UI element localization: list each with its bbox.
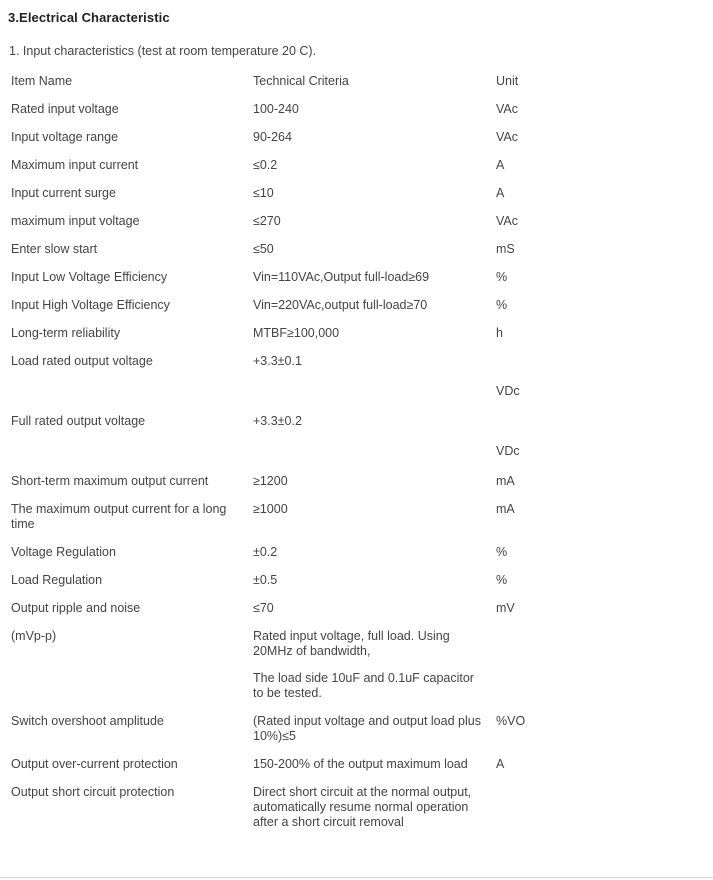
criteria-text: ≤70	[253, 601, 274, 615]
unit-cell: VAc	[496, 214, 518, 228]
criteria-text: ≤0.2	[253, 158, 278, 172]
technical-criteria-cell	[246, 622, 489, 707]
header-item-name: Item Name	[11, 74, 73, 88]
table-body	[4, 95, 536, 836]
criteria-text: 90-264	[253, 130, 292, 144]
table-row	[4, 235, 536, 263]
section-subtitle: 1. Input characteristics (test at room temperature 20 C).	[9, 44, 317, 58]
table-row	[4, 594, 536, 622]
unit-cell: mA	[496, 474, 515, 488]
criteria-text: ≥1000	[253, 502, 288, 516]
item-name-cell: Switch overshoot amplitude	[11, 714, 164, 728]
unit-cell: %	[496, 298, 508, 312]
technical-criteria-cell	[246, 95, 489, 123]
criteria-text: ±0.2	[253, 545, 278, 559]
technical-criteria-cell	[246, 538, 489, 566]
criteria-text: MTBF≥100,000	[253, 326, 340, 340]
unit-cell: mA	[496, 502, 515, 516]
header-unit: Unit	[496, 74, 519, 88]
technical-criteria-cell	[246, 778, 489, 836]
technical-criteria-cell	[246, 495, 489, 538]
table-row	[4, 622, 536, 707]
header-technical-criteria: Technical Criteria	[253, 74, 349, 88]
electrical-characteristics-table	[4, 67, 536, 836]
item-name-cell: Full rated output voltage	[11, 414, 146, 428]
criteria-text: ±0.5	[253, 573, 278, 587]
unit-cell: VAc	[496, 130, 518, 144]
technical-criteria-cell	[246, 407, 489, 435]
table-row	[4, 291, 536, 319]
item-name-cell: Load Regulation	[11, 573, 103, 587]
table-row	[4, 566, 536, 594]
unit-cell: %	[496, 270, 508, 284]
bottom-divider	[0, 877, 713, 878]
table-row	[4, 467, 536, 495]
technical-criteria-cell	[246, 435, 489, 467]
unit-cell	[489, 347, 536, 375]
unit-cell: A	[496, 158, 505, 172]
item-name-cell: Rated input voltage	[11, 102, 119, 116]
item-name-cell: Input current surge	[11, 186, 116, 200]
technical-criteria-cell	[246, 467, 489, 495]
technical-criteria-cell	[246, 151, 489, 179]
table-row	[4, 207, 536, 235]
item-name-cell: Long-term reliability	[11, 326, 121, 340]
technical-criteria-cell	[246, 291, 489, 319]
item-name-cell: Load rated output voltage	[11, 354, 153, 368]
unit-cell: VDc	[496, 384, 520, 398]
table-row	[4, 123, 536, 151]
unit-cell	[489, 622, 536, 707]
criteria-text: The load side 10uF and 0.1uF capacitor to be tested.	[253, 671, 474, 700]
item-name-cell: Voltage Regulation	[11, 545, 116, 559]
criteria-text: 100-240	[253, 102, 299, 116]
item-name-cell: Output ripple and noise	[11, 601, 141, 615]
criteria-text: Vin=220VAc,output full-load≥70	[253, 298, 428, 312]
item-name-cell: Input Low Voltage Efficiency	[11, 270, 168, 284]
item-name-cell: (mVp-p)	[11, 629, 57, 643]
criteria-text: ≤10	[253, 186, 274, 200]
unit-cell	[489, 407, 536, 435]
unit-cell: VDc	[496, 444, 520, 458]
unit-cell: A	[496, 757, 505, 771]
table-row	[4, 319, 536, 347]
item-name-cell: Output short circuit protection	[11, 785, 175, 799]
criteria-text: ≥1200	[253, 474, 288, 488]
technical-criteria-cell	[246, 707, 489, 750]
technical-criteria-cell	[246, 263, 489, 291]
item-name-cell: Maximum input current	[11, 158, 139, 172]
technical-criteria-cell	[246, 123, 489, 151]
criteria-text: Direct short circuit at the normal output, automatically resume normal operation after a short circuit removal	[253, 785, 472, 829]
table-row	[4, 95, 536, 123]
item-name-cell: Enter slow start	[11, 242, 98, 256]
item-name-cell	[4, 375, 246, 407]
item-name-cell: Output over-current protection	[11, 757, 178, 771]
criteria-text: Rated input voltage, full load. Using 20MHz of bandwidth,	[253, 629, 450, 658]
table-row	[4, 435, 536, 467]
unit-cell: VAc	[496, 102, 518, 116]
item-name-cell	[4, 435, 246, 467]
table-row	[4, 538, 536, 566]
table-row	[4, 707, 536, 750]
table-row	[4, 375, 536, 407]
unit-cell: mS	[496, 242, 515, 256]
table-row	[4, 495, 536, 538]
technical-criteria-cell	[246, 179, 489, 207]
technical-criteria-cell	[246, 235, 489, 263]
criteria-text: 150-200% of the output maximum load	[253, 757, 468, 771]
technical-criteria-cell	[246, 594, 489, 622]
unit-cell: %VO	[496, 714, 526, 728]
item-name-cell: maximum input voltage	[11, 214, 140, 228]
technical-criteria-cell	[246, 207, 489, 235]
unit-cell: %	[496, 545, 508, 559]
criteria-text: ≤270	[253, 214, 281, 228]
criteria-text: +3.3±0.2	[253, 414, 302, 428]
table-header-row	[4, 67, 536, 95]
unit-cell: mV	[496, 601, 515, 615]
criteria-text: Vin=110VAc,Output full-load≥69	[253, 270, 430, 284]
unit-cell: h	[496, 326, 503, 340]
criteria-text: (Rated input voltage and output load plus 10%)≤5	[253, 714, 481, 743]
table-row	[4, 179, 536, 207]
section-title: 3.Electrical Characteristic	[8, 10, 170, 25]
item-name-cell: Input voltage range	[11, 130, 119, 144]
unit-cell: A	[496, 186, 505, 200]
technical-criteria-cell	[246, 347, 489, 375]
item-name-cell: The maximum output current for a long time	[11, 502, 227, 531]
technical-criteria-cell	[246, 319, 489, 347]
unit-cell: %	[496, 573, 508, 587]
table-row	[4, 151, 536, 179]
technical-criteria-cell	[246, 566, 489, 594]
unit-cell	[489, 778, 536, 836]
criteria-text: ≤50	[253, 242, 274, 256]
technical-criteria-cell	[246, 750, 489, 778]
table-row	[4, 407, 536, 435]
table-row	[4, 750, 536, 778]
item-name-cell: Input High Voltage Efficiency	[11, 298, 170, 312]
technical-criteria-cell	[246, 375, 489, 407]
item-name-cell: Short-term maximum output current	[11, 474, 209, 488]
table-row	[4, 263, 536, 291]
table-row	[4, 347, 536, 375]
criteria-text: +3.3±0.1	[253, 354, 302, 368]
table-row	[4, 778, 536, 836]
